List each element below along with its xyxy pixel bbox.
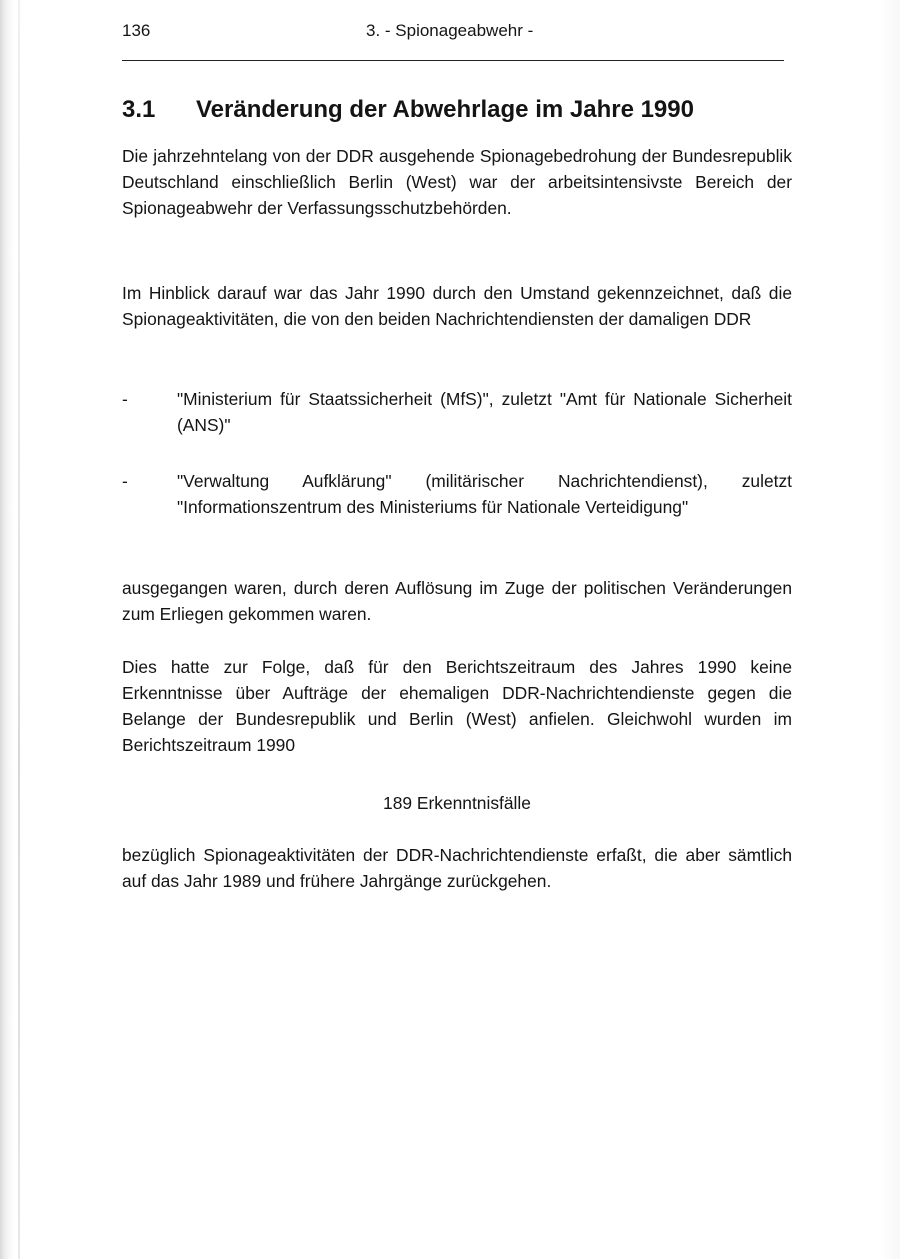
header-rule: [122, 60, 784, 61]
bullet-dash: -: [122, 389, 128, 409]
page-number: 136: [122, 21, 151, 40]
chapter-title: 3. - Spionageabwehr -: [366, 21, 534, 40]
bullet-text: "Verwaltung Aufklärung" (militärischer Nachrichtendienst), zuletzt "Informationszentrum des Ministeriums für Nationale Verteidigung": [177, 471, 792, 517]
running-header: [122, 19, 782, 43]
paragraph-4: Dies hatte zur Folge, daß für den Berichtszeitraum des Jahres 1990 keine Erkenntnisse über Aufträge der ehemaligen DDR-Nachrichtendienste gegen die Belange der Bundesrepublik und Berlin (West) anfielen. Gleichwohl wurden im Berichtszeitraum 1990: [122, 657, 792, 755]
binding-edge-shadow: [18, 0, 20, 1259]
paragraph-3: ausgegangen waren, durch deren Auflösung im Zuge der politischen Veränderungen zum Erliegen gekommen waren.: [122, 578, 792, 624]
section-number: 3.1: [122, 96, 156, 123]
paragraph-1: Die jahrzehntelang von der DDR ausgehende Spionagebedrohung der Bundesrepublik Deutschland einschließlich Berlin (West) war der arbeitsintensivste Bereich der Spionageabwehr der Verfassungsschutzbehörden.: [122, 146, 792, 218]
case-count: 189 Erkenntnisfälle: [383, 793, 531, 813]
paragraph-5: bezüglich Spionageaktivitäten der DDR-Nachrichtendienste erfaßt, die aber sämtlich auf das Jahr 1989 und frühere Jahrgänge zurückgehen.: [122, 845, 792, 891]
section-heading: [122, 94, 802, 126]
paragraph-2: Im Hinblick darauf war das Jahr 1990 durch den Umstand gekennzeichnet, daß die Spionageaktivitäten, die von den beiden Nachrichtendiensten der damaligen DDR: [122, 283, 792, 329]
bullet-dash: -: [122, 471, 128, 491]
bullet-text: "Ministerium für Staatssicherheit (MfS)", zuletzt "Amt für Nationale Sicherheit (ANS)": [177, 389, 792, 435]
section-title: Veränderung der Abwehrlage im Jahre 1990: [196, 96, 694, 123]
